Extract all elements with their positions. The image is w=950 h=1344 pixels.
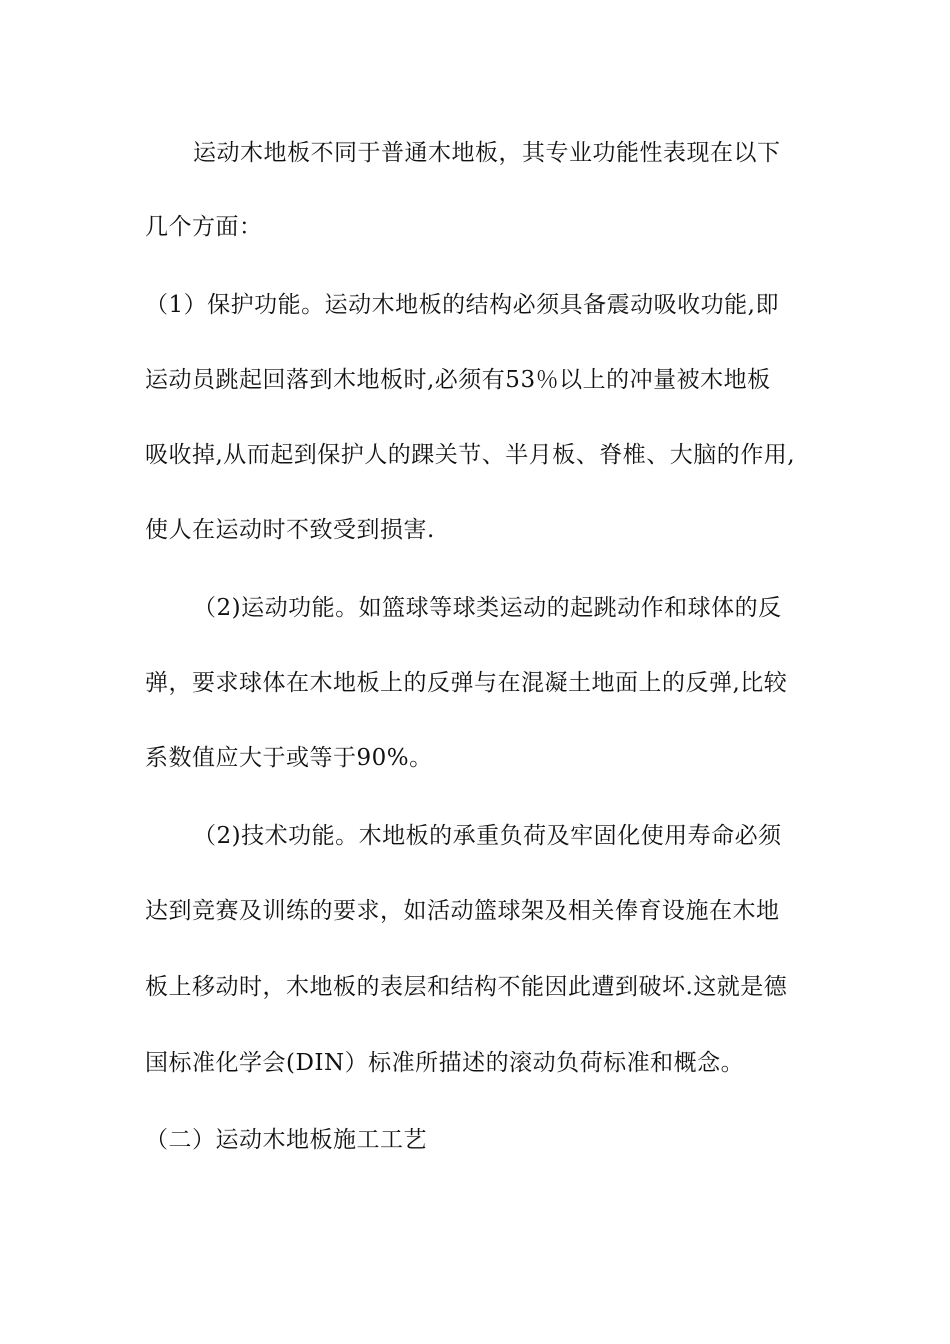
section-heading: （二）运动木地板施工工艺 (145, 1127, 427, 1153)
paragraph-line: 使人在运动时不致受到损害. (145, 517, 435, 543)
paragraph-line: 吸收掉,从而起到保护人的踝关节、半月板、脊椎、大脑的作用, (145, 442, 796, 468)
paragraph-line: 运动员跳起回落到木地板时,必须有53％以上的冲量被木地板 (145, 367, 771, 393)
paragraph-line: （1）保护功能。运动木地板的结构必须具备震动吸收功能,即 (145, 292, 779, 318)
paragraph-line: （2)运动功能。如篮球等球类运动的起跳动作和球体的反 (193, 595, 782, 621)
paragraph-line: 板上移动时，木地板的表层和结构不能因此遭到破坏.这就是德 (145, 974, 788, 1000)
paragraph-line: 弹，要求球体在木地板上的反弹与在混凝土地面上的反弹,比较 (145, 670, 788, 696)
paragraph-line: 系数值应大于或等于90%。 (145, 745, 433, 771)
paragraph-line: 达到竞赛及训练的要求，如活动篮球架及相关俸育设施在木地 (145, 898, 780, 924)
paragraph-line: （2)技术功能。木地板的承重负荷及牢固化使用寿命必须 (193, 823, 782, 849)
paragraph-line: 几个方面： (145, 214, 263, 240)
paragraph-line: 运动木地板不同于普通木地板，其专业功能性表现在以下 (193, 140, 781, 166)
paragraph-line: 国标准化学会(DIN）标准所描述的滚动负荷标准和概念。 (145, 1050, 745, 1076)
